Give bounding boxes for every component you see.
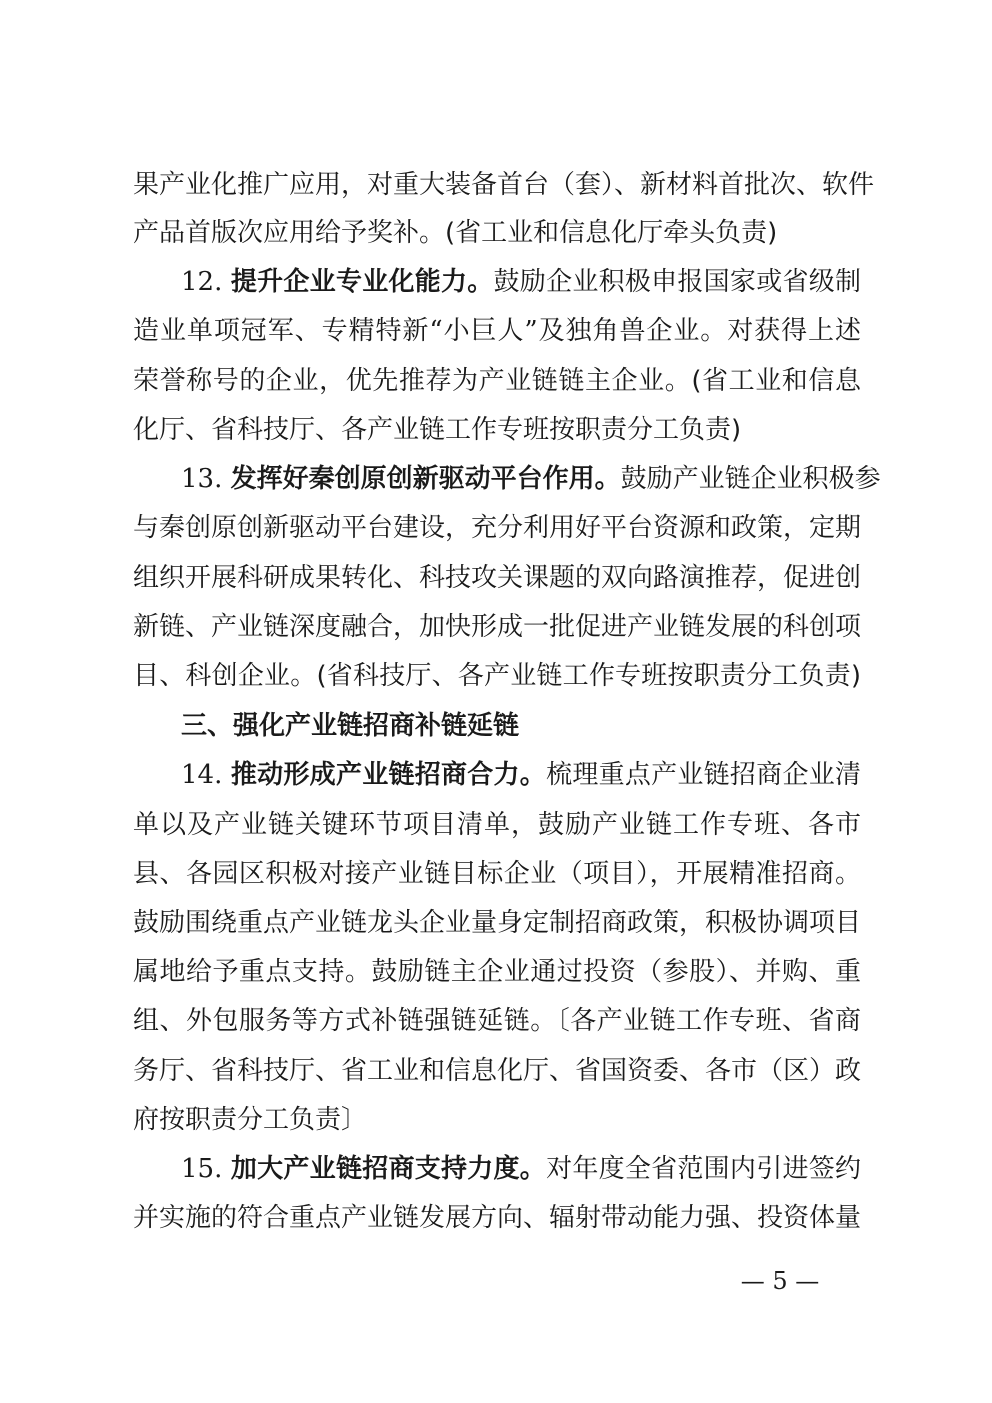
text-run: 对年度全省范围内引进签约: [546, 1154, 861, 1184]
responsibility-note: 〔各产业链工作专班、省商: [556, 1006, 861, 1036]
text-line: 果产业化推广应用，对重大装备首台（套）、新材料首批次、软件: [133, 170, 875, 200]
item-title: 推动形成产业链招商合力。: [230, 760, 547, 790]
item-title: 提升企业专业化能力。: [230, 267, 494, 297]
section-heading: 三、强化产业链招商补链延链: [181, 711, 520, 741]
text-line: [133, 661, 861, 691]
text-line: 造业单项冠军、专精特新“小巨人”及独角兽企业。对获得上述: [133, 316, 861, 346]
text-line: [133, 1006, 861, 1036]
text-line: 鼓励围绕重点产业链龙头企业量身定制招商政策，积极协调项目: [133, 908, 862, 938]
item-title: 发挥好秦创原创新驱动平台作用。: [230, 464, 621, 494]
text-run: 鼓励产业链企业积极参: [620, 464, 881, 494]
item-number: 14.: [181, 760, 231, 790]
text-line: 并实施的符合重点产业链发展方向、辐射带动能力强、投资体量: [133, 1203, 862, 1233]
text-run: 目、科创企业。: [133, 661, 317, 691]
text-run: 产品首版次应用给予奖补。: [133, 218, 446, 248]
text-line: 单以及产业链关键环节项目清单，鼓励产业链工作专班、各市: [133, 810, 861, 840]
paragraph-15-start: [181, 1154, 861, 1184]
responsibility-note: (省科技厅、各产业链工作专班按职责分工负责): [316, 661, 861, 691]
text-run: 荣誉称号的企业，优先推荐为产业链链主企业。: [133, 366, 692, 396]
text-line: 组织开展科研成果转化、科技攻关课题的双向路演推荐，促进创: [133, 563, 862, 593]
item-number: 13.: [181, 464, 231, 494]
paragraph-14-start: [181, 760, 861, 790]
text-run: 梳理重点产业链招商企业清: [546, 760, 861, 790]
responsibility-note: (省工业和信息: [691, 366, 861, 396]
paragraph-13-start: [181, 464, 881, 494]
text-line: [133, 366, 861, 396]
text-line: 属地给予重点支持。鼓励链主企业通过投资（参股）、并购、重: [133, 957, 861, 987]
text-line: [133, 218, 777, 248]
responsibility-note: (省工业和信息化厅牵头负责): [445, 218, 778, 248]
text-line: 县、各园区积极对接产业链目标企业（项目），开展精准招商。: [133, 859, 861, 889]
paragraph-12-start: [181, 267, 861, 297]
responsibility-note: 务厅、省科技厅、省工业和信息化厅、省国资委、各市（区）政: [133, 1056, 862, 1086]
text-line: 与秦创原创新驱动平台建设，充分利用好平台资源和政策，定期: [133, 513, 862, 543]
responsibility-note: 化厅、省科技厅、各产业链工作专班按职责分工负责): [133, 415, 742, 445]
item-number: 12.: [181, 267, 231, 297]
item-title: 加大产业链招商支持力度。: [230, 1154, 547, 1184]
item-number: 15.: [181, 1154, 231, 1184]
text-run: 组、外包服务等方式补链强链延链。: [133, 1006, 557, 1036]
text-line: 新链、产业链深度融合，加快形成一批促进产业链发展的科创项: [133, 612, 862, 642]
responsibility-note: 府按职责分工负责〕: [133, 1105, 368, 1135]
text-run: 鼓励企业积极申报国家或省级制: [493, 267, 861, 297]
page-number: — 5 —: [740, 1267, 820, 1295]
